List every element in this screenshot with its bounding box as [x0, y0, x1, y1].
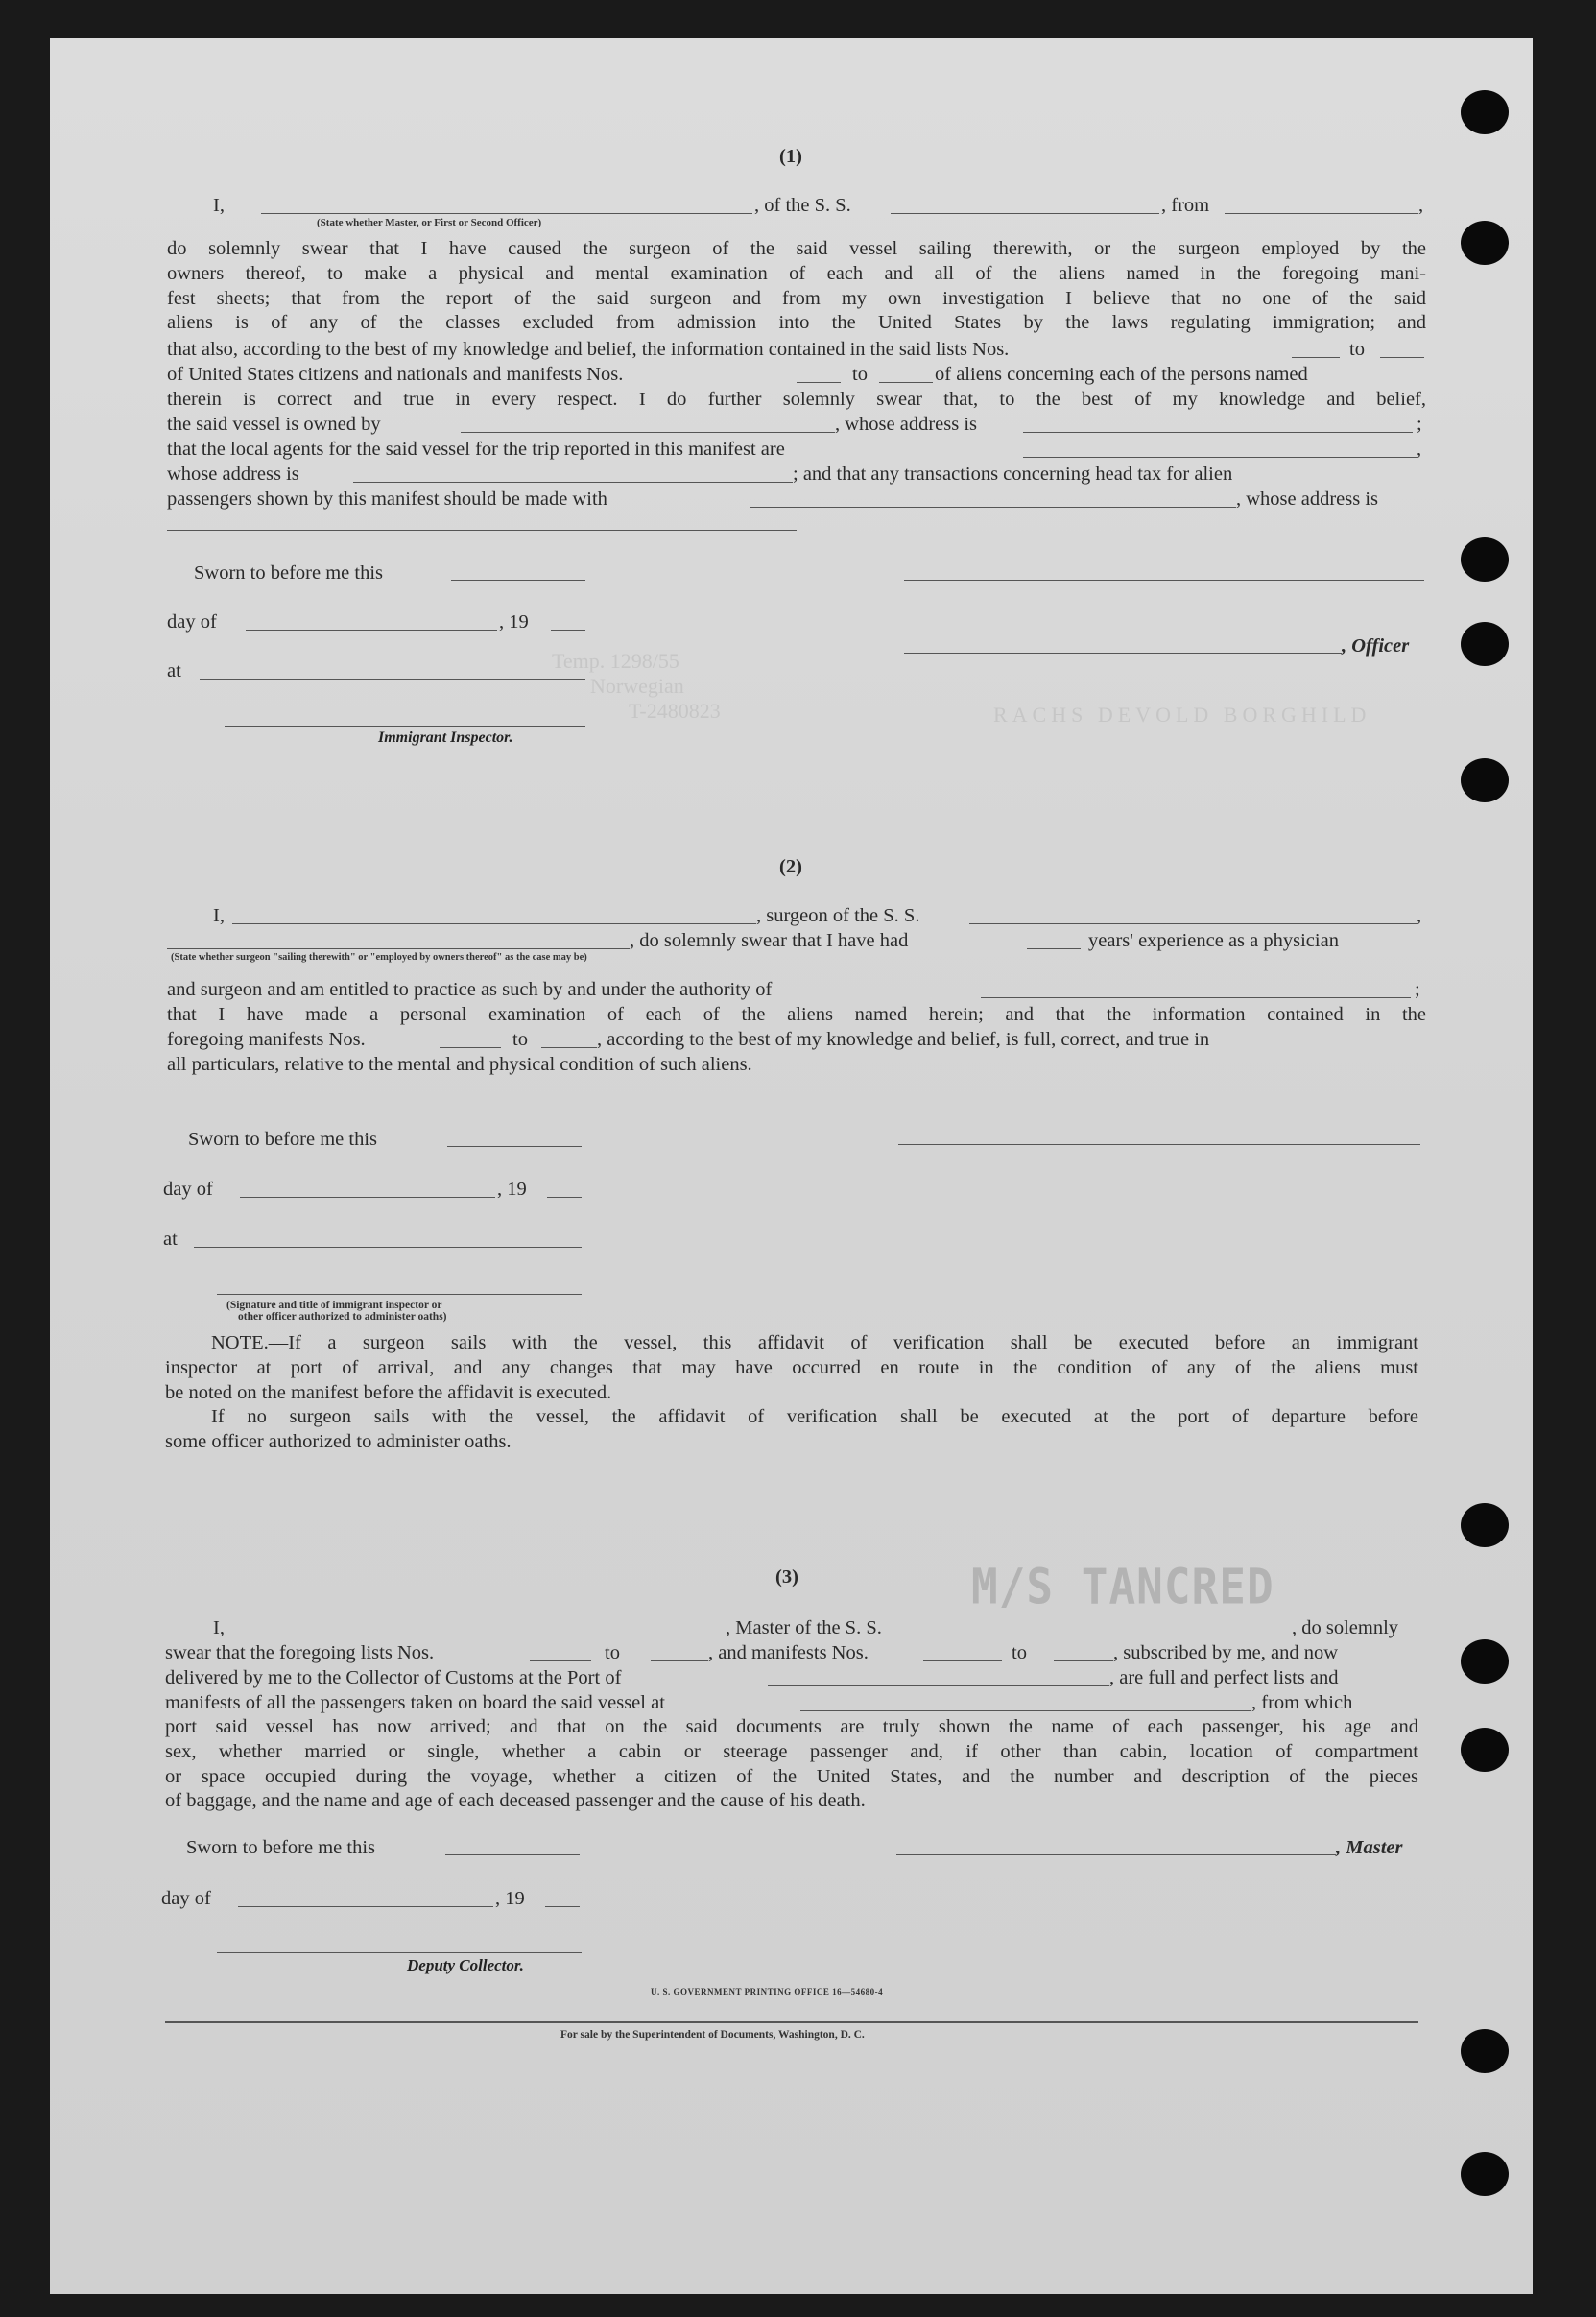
form-text: ; [1417, 414, 1422, 435]
master-label: , Master [1336, 1837, 1403, 1858]
form-text: I, [213, 195, 225, 216]
blank-field [750, 507, 1236, 508]
blank-field [1023, 457, 1417, 458]
blank-field [651, 1660, 708, 1661]
blank-field [353, 482, 793, 483]
form-text: manifests of all the passengers taken on board the said vessel at [165, 1692, 665, 1713]
form-text: the said vessel is owned by [167, 414, 381, 435]
form-text: , [1417, 905, 1422, 926]
bleed-through-text: T-2480823 [629, 699, 721, 723]
signature-line [898, 1144, 1420, 1145]
printing-office-imprint: U. S. GOVERNMENT PRINTING OFFICE 16—54680-4 [651, 1987, 884, 1996]
form-text: , surgeon of the S. S. [756, 905, 920, 926]
form-text: Sworn to before me this [194, 562, 383, 584]
blank-field [1027, 948, 1081, 949]
field-note: (State whether Master, or First or Second Officer) [317, 217, 542, 228]
blank-field [461, 432, 835, 433]
binder-hole [1461, 221, 1509, 265]
blank-field [545, 1906, 580, 1907]
binder-hole [1461, 2152, 1509, 2196]
form-text: , [1417, 439, 1422, 460]
inspector-label: Immigrant Inspector. [378, 729, 513, 746]
form-text: to [1349, 339, 1365, 360]
blank-field [1292, 357, 1340, 358]
form-text: foregoing manifests Nos. [167, 1029, 366, 1050]
signature-line [904, 653, 1342, 654]
blank-field [969, 923, 1417, 924]
form-text: , do solemnly [1292, 1617, 1399, 1638]
form-text: whose address is [167, 464, 299, 485]
officer-label: , Officer [1342, 635, 1410, 657]
bleed-through-text: RACHS DEVOLD BORGHILD [993, 703, 1371, 727]
binder-hole [1461, 90, 1509, 134]
blank-field [232, 923, 756, 924]
affidavit-paragraph: do solemnly swear that I have caused the surgeon of the said vessel sailing therewith, or the surgeon employed by the owners thereof, to make a physical and mental examination of each and all of the aliens named in the foregoing mani- fest sheets; that from the report of the said surgeon and from my own investigation I believe that no one of the said aliens is of any of the classes excluded from admission into the United States by the laws regulating immigration; and [167, 238, 1426, 334]
form-text: that I have made a personal examination of each of the aliens named herein; and that the information contained in the [167, 1004, 1426, 1025]
blank-field [981, 997, 1411, 998]
form-text: therein is correct and true in every respect. I do further solemnly swear that, to the best of my knowledge and belief, [167, 389, 1426, 410]
form-text: that also, according to the best of my knowledge and belief, the information contained in the said lists Nos. [167, 339, 1010, 360]
blank-field [200, 679, 585, 680]
form-text: to [852, 364, 868, 385]
signature-line [904, 580, 1424, 581]
form-text: Sworn to before me this [188, 1129, 377, 1150]
binder-hole [1461, 1728, 1509, 1772]
blank-field [768, 1685, 1109, 1686]
blank-field [551, 630, 585, 631]
blank-field [1023, 432, 1413, 433]
form-text: years' experience as a physician [1088, 930, 1339, 951]
section-number: (1) [779, 146, 802, 167]
form-text: , Master of the S. S. [726, 1617, 882, 1638]
note-paragraph: NOTE.—If a surgeon sails with the vessel, this affidavit of verification shall be executed before an immigrant inspector at port of arrival, and any changes that may have occurred en route in the condition of any of the aliens must be noted on the manifest before the affidavit is executed. If no surgeon sails with the vessel, the affidavit of verification shall be executed at the port of departure before some officer authorized to administer oaths. [165, 1332, 1418, 1453]
form-text: , do solemnly swear that I have had [630, 930, 909, 951]
blank-field [240, 1197, 495, 1198]
form-text: and surgeon and am entitled to practice as such by and under the authority of [167, 979, 773, 1000]
form-text: that the local agents for the said vessel for the trip reported in this manifest are [167, 439, 785, 460]
form-text: all particulars, relative to the mental and physical condition of such aliens. [167, 1054, 752, 1075]
form-text: , are full and perfect lists and [1109, 1667, 1339, 1688]
blank-field [923, 1660, 1002, 1661]
form-text: , whose address is [1236, 489, 1379, 510]
form-text: day of [167, 611, 217, 633]
form-text: swear that the foregoing lists Nos. [165, 1642, 435, 1663]
blank-field [451, 580, 585, 581]
binder-hole [1461, 1639, 1509, 1684]
section-number: (2) [779, 856, 802, 877]
blank-field [167, 948, 630, 949]
ship-name-stamp: M/S TANCRED [971, 1558, 1274, 1615]
footer-rule [165, 2021, 1418, 2023]
binder-hole [1461, 758, 1509, 802]
blank-field [261, 213, 752, 214]
form-text: to [605, 1642, 620, 1663]
form-text: , whose address is [835, 414, 978, 435]
form-text: ; and that any transactions concerning head tax for alien [793, 464, 1233, 485]
deputy-collector-label: Deputy Collector. [407, 1956, 524, 1974]
form-text: I, [213, 1617, 225, 1638]
form-text: to [512, 1029, 528, 1050]
blank-field [797, 382, 841, 383]
form-text: passengers shown by this manifest should be made with [167, 489, 607, 510]
form-text: , [1418, 195, 1424, 216]
sale-note: For sale by the Superintendent of Documents, Washington, D. C. [560, 2029, 865, 2041]
blank-field [1225, 213, 1418, 214]
blank-field [1054, 1660, 1113, 1661]
form-text: of aliens concerning each of the persons named [935, 364, 1308, 385]
signature-note: (Signature and title of immigrant inspector or [226, 1300, 442, 1311]
blank-field [246, 630, 497, 631]
signature-line [225, 726, 585, 727]
form-text: day of [161, 1888, 211, 1909]
blank-field [1380, 357, 1424, 358]
form-text: at [167, 660, 181, 681]
signature-line [217, 1294, 582, 1295]
affidavit-paragraph: port said vessel has now arrived; and that on the said documents are truly shown the name of each passenger, his age and sex, whether married or single, whether a cabin or steerage passenger and, if other than cabin, location of compartment or space occupied during the voyage, whether a citizen of the United States, and the number and description of the pieces of baggage, and the name and age of each deceased passenger and the cause of his death. [165, 1716, 1418, 1812]
form-text: delivered by me to the Collector of Customs at the Port of [165, 1667, 622, 1688]
blank-field [891, 213, 1159, 214]
binder-hole [1461, 2029, 1509, 2073]
bleed-through-text: Temp. 1298/55 [552, 649, 679, 673]
signature-line [896, 1854, 1336, 1855]
form-text: , from which [1251, 1692, 1353, 1713]
blank-field [445, 1854, 580, 1855]
signature-line [217, 1952, 582, 1953]
form-text: , and manifests Nos. [708, 1642, 869, 1663]
blank-field [447, 1146, 582, 1147]
blank-field [541, 1047, 597, 1048]
blank-field [167, 530, 797, 531]
bleed-through-text: Norwegian [590, 674, 684, 698]
blank-field [800, 1710, 1251, 1711]
blank-field [547, 1197, 582, 1198]
form-text: I, [213, 905, 225, 926]
form-text: , according to the best of my knowledge and belief, is full, correct, and true in [597, 1029, 1210, 1050]
form-text: ; [1415, 979, 1420, 1000]
section-number: (3) [775, 1566, 798, 1588]
signature-note: other officer authorized to administer oaths) [238, 1311, 447, 1323]
form-text: at [163, 1229, 178, 1250]
blank-field [238, 1906, 493, 1907]
binder-hole [1461, 622, 1509, 666]
binder-hole [1461, 1503, 1509, 1547]
blank-field [530, 1660, 591, 1661]
form-text: to [1012, 1642, 1027, 1663]
form-text: , of the S. S. [754, 195, 851, 216]
form-text: day of [163, 1179, 213, 1200]
blank-field [879, 382, 933, 383]
blank-field [194, 1247, 582, 1248]
form-text: , from [1161, 195, 1210, 216]
form-text: Sworn to before me this [186, 1837, 375, 1858]
form-text: , 19 [497, 1179, 527, 1200]
field-note: (State whether surgeon "sailing therewith" or "employed by owners thereof" as the case may be) [171, 952, 587, 963]
form-text: , subscribed by me, and now [1113, 1642, 1338, 1663]
form-text: of United States citizens and nationals and manifests Nos. [167, 364, 624, 385]
binder-hole [1461, 537, 1509, 582]
blank-field [440, 1047, 501, 1048]
form-text: , 19 [499, 611, 529, 633]
form-text: , 19 [495, 1888, 525, 1909]
